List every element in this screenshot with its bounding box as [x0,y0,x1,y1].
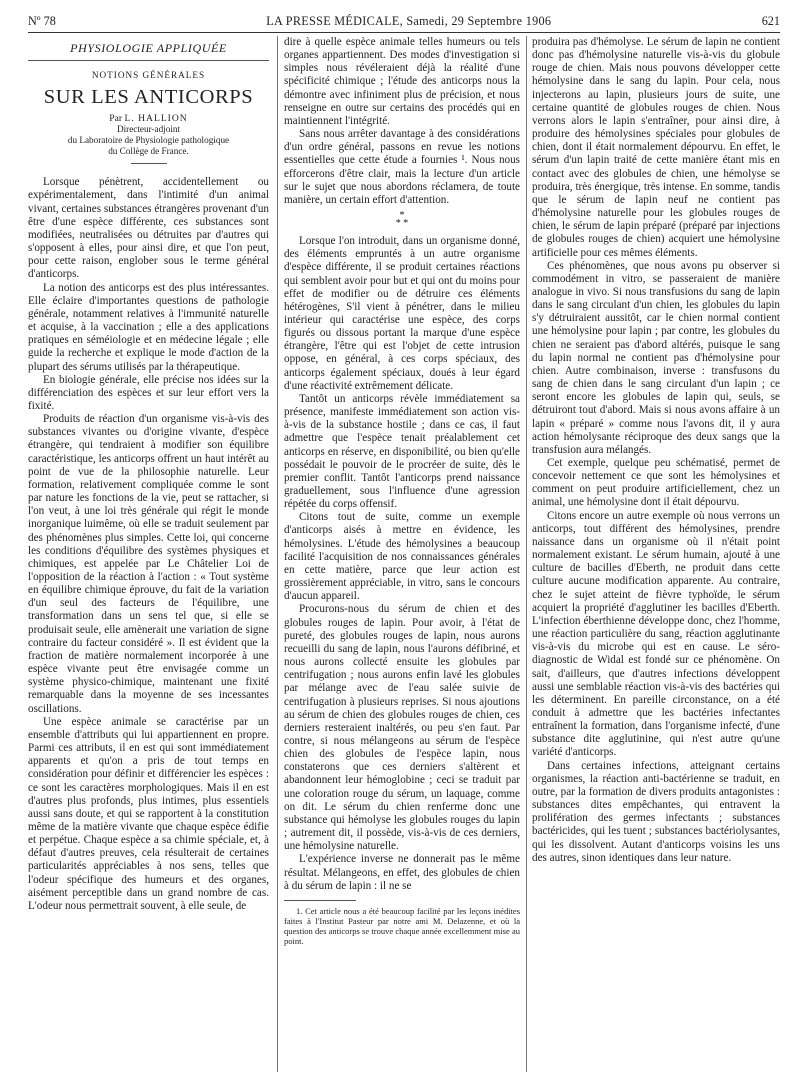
title-separator [131,163,167,164]
paragraph: L'expérience inverse ne donnerait pas le même résultat. Mélangeons, en effet, des globules de chien à du sérum de lapin : il ne se [284,853,520,892]
paragraph: Ces phénomènes, que nous avons pu observer si commodément in vitro, se passeraient de manière analogue in vivo. Si nous transfusions du sang de lapin dans le sang circulant d'un chien, les globules du lapin s'y détruiraient aussitôt, car le chien normal contient une hémolysine pour lapin ; par contre, les globules du chien ne seraient pas d'abord altérés, puisque le sang du lapin normal ne contient pas d'hémolysine pour chien. Autre combinaison, inverse : transfusons du sang de chien dans le sang circulant d'un lapin ; ce seront encore les globules de lapin qui, seuls, se détruiront tout d'abord. Mais si nous avons affaire à un lapin « préparé » comme nous l'avons dit, il y aura action hémolysante réciproque des deux sangs que la transfusion aura mélangés. [532,259,780,456]
footnote [284,906,520,946]
column-3 [532,36,780,1072]
article-title: SUR LES ANTICORPS [43,86,254,109]
paragraph: Sans nous arrêter davantage à des considérations d'un ordre général, passons en revue les notions essentielles que cette étude a fournies ¹. Nous nous efforcerons d'être clair, mais la lecture d'un article sur le sujet que nous abordons réclamera, de toute manière, un certain effort d'attention. [284,128,520,206]
byline [28,113,269,124]
paragraph: Procurons-nous du sérum de chien et des globules rouges de lapin. Pour avoir, à l'état de pureté, des globules rouges de lapin, nous aurons recueilli du sang de lapin, nous l'aurons défibriné, et nous aurons collecté ensuite les globules par centrifugation ; nous aurons enfin lavé les globules par mélange avec de l'eau salée suivie de centrifugation à plusieurs reprises. Si nous ajoutions au sérum de chien des globules rouges de chien, ces derniers resteraient inaltérés, ou peu s'en faut. Par contre, si nous mélangeons au sérum de l'espèce chien des globules de l'espèce lapin, nous constaterons que ces derniers s'altèrent et abandonnent leur hémoglobine ; ceci se traduit par une coloration rouge du sérum, un laquage, comme on dit. Le sérum du chien renferme donc une substance qui hémolyse les globules rouges du lapin ; autrement dit, il possède, vis-à-vis de ces derniers, une hémolysine naturelle. [284,603,520,853]
paragraph: Lorsque l'on introduit, dans un organisme donné, des éléments empruntés à un autre organisme d'espèce différente, il se produit certaines réactions qui semblent avoir pour but et qui ont du moins pour effet de modifier ou de détruire ces éléments hétérogènes, S'il vient à pénétrer, dans le milieu intérieur qui caractérise une espèce, des corps figurés ou dissous portant la marque d'une espèce étrangère, l'être qui est l'objet de cette intrusion oppose, en général, à ces corps spéciaux, des anticorps également spéciaux, doués à leur égard d'une réactivité extrêmement délicate. [284,235,520,392]
footnote-text: 1. Cet article nous a été beaucoup facilité par les leçons inédites faites à l'Institut Pasteur par notre ami M. Delazenne, et où la question des anticorps se trouve chaque année excellemment mise au point. [284,905,520,946]
affiliation-line: du Laboratoire de Physiologie pathologique [67,135,230,146]
paragraph: dire à quelle espèce animale telles humeurs ou tels organes appartiennent. Des modes d'investigation si simples nous révéleraient déjà la réalité d'une spécificité chimique ; l'étude des anticorps nous la démontre avec infiniment plus de précision, et nous renseigne en outre sur certains des procédés qui en maintiennent l'intégrité. [284,36,520,127]
section-heading: PHYSIOLOGIE APPLIQUÉE [28,36,269,61]
affiliation-line: Directeur-adjoint [116,124,181,135]
affiliation-line: du Collège de France. [108,146,189,157]
paragraph: La notion des anticorps est des plus intéressantes. Elle éclaire d'importantes questions de pathologie générale, notamment relatives à l'immunité naturelle et acquise, à la vaccination ; elle a des applications pratiques en séméiologie et en médecine légale ; elle guide la recherche et explique le mode d'action de la plupart des sérums utilisés par la thérapeutique. [28,281,269,373]
paragraph: Une espèce animale se caractérise par un ensemble d'attributs qui lui appartiennent en propre. Parmi ces attributs, il en est qui sont immédiatement apparents et qu'on a pris de tout temps en considération pour définir et différencier les espèces : ce sont les caractères morphologiques. Mais il en est d'autres plus profonds, plus intimes, plus essentiels aussi sans doute, et qui se rapportent à la constitution même de la matière vivante que chaque espèce édifie et perpétue. Chaque espèce a sa chimie spéciale, et, à défaut d'autres preuves, cela résulterait de certaines particularités appréciables à nos sens, telles que l'odeur spécifique des humeurs et des organes, aisément perceptible dans un grand nombre de cas. L'odeur nous permettrait souvent, à elle seule, de [28,715,269,912]
section-break-asterisks: * * * [395,210,409,230]
paragraph: Citons encore un autre exemple où nous verrons un anticorps, tout différent des hémolysines, prendre naissance dans un organisme où il n'était point normalement existant. Le sérum humain, ajouté à une culture de bacilles d'Eberth, ne produit dans cette culture aucune modification apparente. Au contraire, chez le sujet atteint de fièvre typhoïde, le sérum acquiert la propriété d'agglutiner les bacilles d'Eberth. L'infection éberthienne développe donc, chez l'homme, une réaction particulière du sang, réaction agglutinante vis-à-vis du microbe qui est en cause. Le séro-diagnostic de Widal est fondé sur ce phénomène. On sait, d'ailleurs, que d'autres infections développent aussi une semblable réaction vis-à-vis des bactéries qui les déterminent. En pareille circonstance, on a été conduit à admettre que les bactéries infectantes entraînent la formation, dans l'organisme infecté, d'une substance dite agglutinine, qui n'est autre qu'une variété d'anticorps. [532,509,780,759]
paragraph: Lorsque pénètrent, accidentellement ou expérimentalement, dans l'intimité d'un animal vivant, certaines substances étrangères provenant d'un être d'une espèce différente, ces substances sont modifiées, neutralisées ou détruites par d'autres qui s'opposent à elles, pour ainsi dire, et que l'on peut, pour cette raison, englober sous le terme général d'anticorps. [28,176,269,281]
issue-number: Nº 78 [28,14,56,28]
page-number: 621 [761,14,780,28]
journal-title: LA PRESSE MÉDICALE, Samedi, 29 Septembre 1906 [266,14,552,28]
paragraph: Cet exemple, quelque peu schématisé, permet de concevoir nettement ce que sont les hémolysines et comment on peut produire artificiellement, chez un animal, une hémolysine dont il était dépourvu. [532,457,780,509]
paragraph: Produits de réaction d'un organisme vis-à-vis des substances vivantes ou d'origine vivante, d'espèce étrangère, qui tendraient à modifier son équilibre caractéristique, les anticorps offrent un haut intérêt au point de vue de la philosophie naturelle. Leur formation, relativement compliquée comme le sont par nature les fonctions de la vie, peut se rattacher, si l'on veut, à une loi très générale qui régit le monde inorganique luimême, où elle se traduit seulement par des phénomènes plus simples. Cette loi, qui concerne les conditions d'équilibre des systèmes physiques et chimiques, est appelée par Le Châtelier Loi de l'opposition de la réaction à l'action : « Tout système en équilibre chimique éprouve, du fait de la variation d'un seul des facteurs de l'équilibre, une transformation dans un sens tel que, si elle se produisait seule, elle amènerait une variation de signe contraire du facteur considéré ». Il est évident que la fraction de matière normalement incorporée à une espèce vivante peut être envisagée comme un système physico-chimique, maintenant une fixité remarquable dans la moyenne de ses incessantes oscillations. [28,413,269,715]
paragraph: Tantôt un anticorps révèle immédiatement sa présence, manifeste immédiatement son action vis-à-vis de la substance hostile ; dans ce cas, il faut admettre que l'espèce tenait préalablement cet anticorps en réserve, en disponibilité, ou bien qu'elle possédait le pouvoir de le procréer de suite, dès le premier conflit. Tantôt l'anticorps prend naissance graduellement, sous l'influence d'une agression répétée du corps offensif. [284,392,520,511]
paragraph: Citons tout de suite, comme un exemple d'anticorps aisés à mettre en évidence, les hémolysines. L'étude des hémolysines a beaucoup facilité l'acquisition de nos connaissances générales en cette matière, parce que leur action est grossièrement appréciable, in vitro, sans le concours d'aucun appareil. [284,511,520,603]
paragraph: En biologie générale, elle précise nos idées sur la différenciation des espèces et sur leur effort vers la fixité. [28,373,269,412]
byline-prefix: Par [109,113,123,125]
column-2 [284,36,520,1072]
article-columns [28,36,780,1072]
footnote-rule [284,900,356,901]
page-header [28,14,780,33]
newspaper-page [28,14,780,1074]
paragraph: Dans certaines infections, atteignant certains organismes, la réaction anti-bactérienne se traduit, en outre, par la formation de divers produits antagonistes : substances dites empêchantes, qui entravent la prolifération des germes infectants ; substances bactéricides, qui les tuent ; substances bactériolysantes, qui les dissolvent. Autant d'anticorps voisins les uns des autres, sinon identiques dans leur nature. [532,759,780,864]
paragraph: produira pas d'hémolyse. Le sérum de lapin ne contient donc pas d'hémolysine naturelle vis-à-vis du globule rouge de chien. Mais nous pouvons développer cette hémolysine dans le sang du lapin. Pour cela, nous injecterons au lapin, plusieurs jours de suite, une certaine quantité de globules rouges de chien. Nous verrons alors le lapin s'entraîner, pour ainsi dire, à produire des hémolysines spéciales pour globules de chien, dont il était normalement dépourvu. En effet, le sérum d'un lapin traité de cette manière étant mis en contact avec des globules de chien, une hémolyse se produira, très énergique, très intense. En somme, tandis que le sérum de lapin neuf ne contient pas d'hémolysine naturelle pour les globules rouges de chien, le sérum de lapin préparé (préparé par injections de globules rouges de chien) acquiert une hémolysine artificielle pour ces mêmes éléments. [532,36,780,259]
column-divider [526,36,527,1072]
column-1 [28,36,269,1072]
article-overline: NOTIONS GÉNÉRALES [91,70,206,81]
column-divider [277,36,278,1072]
author-name: L. HALLION [124,113,188,125]
